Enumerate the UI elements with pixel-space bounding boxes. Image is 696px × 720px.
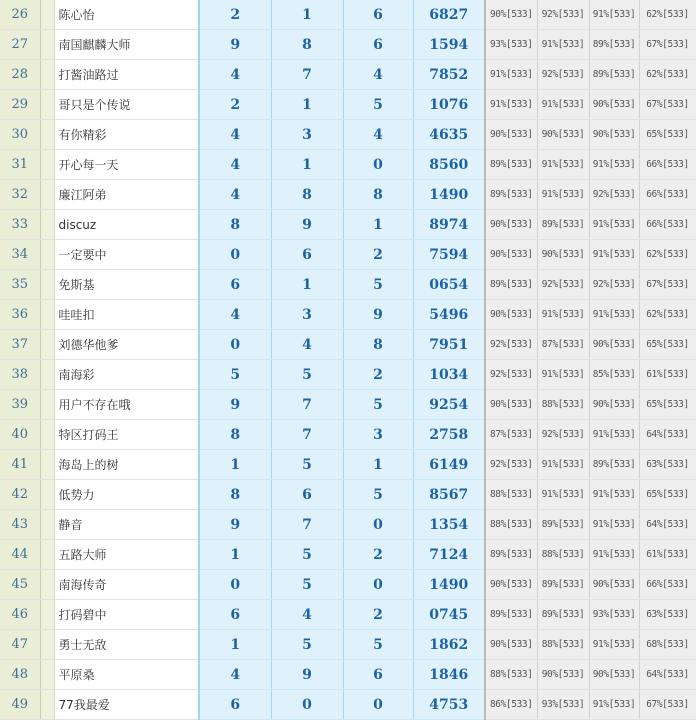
code-cell: 1862 [413, 630, 485, 660]
digit-1-cell: 0 [199, 240, 271, 270]
rank-cell: 41 [0, 450, 40, 480]
digit-3-cell: 5 [343, 480, 413, 510]
code-cell: 0654 [413, 270, 485, 300]
rate-2-cell: 88%[533] [537, 540, 589, 570]
rate-2-cell: 92%[533] [537, 0, 589, 30]
row-spacer [40, 510, 54, 540]
digit-1-cell: 2 [199, 0, 271, 30]
digit-3-cell: 1 [343, 450, 413, 480]
rate-4-cell: 64%[533] [639, 510, 696, 540]
rank-cell: 35 [0, 270, 40, 300]
code-cell: 8567 [413, 480, 485, 510]
rate-3-cell: 90%[533] [589, 120, 639, 150]
digit-2-cell: 5 [271, 630, 343, 660]
digit-3-cell: 8 [343, 180, 413, 210]
row-spacer [40, 30, 54, 60]
rate-3-cell: 91%[533] [589, 540, 639, 570]
digit-1-cell: 6 [199, 270, 271, 300]
code-cell: 7594 [413, 240, 485, 270]
username-cell: 廉江阿弟 [54, 180, 199, 210]
rate-2-cell: 91%[533] [537, 30, 589, 60]
rate-4-cell: 66%[533] [639, 210, 696, 240]
rank-cell: 29 [0, 90, 40, 120]
rate-4-cell: 65%[533] [639, 120, 696, 150]
row-spacer [40, 300, 54, 330]
code-cell: 7124 [413, 540, 485, 570]
table-row [0, 600, 696, 630]
rate-3-cell: 89%[533] [589, 30, 639, 60]
rate-2-cell: 88%[533] [537, 630, 589, 660]
rate-1-cell: 90%[533] [485, 630, 537, 660]
code-cell: 8974 [413, 210, 485, 240]
rate-1-cell: 92%[533] [485, 330, 537, 360]
digit-3-cell: 5 [343, 270, 413, 300]
rate-2-cell: 91%[533] [537, 180, 589, 210]
digit-1-cell: 4 [199, 180, 271, 210]
username-cell: 用户不存在哦 [54, 390, 199, 420]
rate-3-cell: 91%[533] [589, 300, 639, 330]
row-spacer [40, 660, 54, 690]
rank-cell: 48 [0, 660, 40, 690]
rate-2-cell: 90%[533] [537, 660, 589, 690]
username-cell: 五路大师 [54, 540, 199, 570]
code-cell: 7852 [413, 60, 485, 90]
table-row [0, 690, 696, 720]
digit-1-cell: 4 [199, 120, 271, 150]
rate-2-cell: 91%[533] [537, 300, 589, 330]
rate-3-cell: 91%[533] [589, 630, 639, 660]
table-row [0, 150, 696, 180]
table-row [0, 270, 696, 300]
digit-1-cell: 2 [199, 90, 271, 120]
username-cell: discuz [54, 210, 199, 240]
digit-3-cell: 5 [343, 90, 413, 120]
rate-1-cell: 89%[533] [485, 180, 537, 210]
digit-3-cell: 6 [343, 660, 413, 690]
row-spacer [40, 120, 54, 150]
rate-2-cell: 91%[533] [537, 450, 589, 480]
table-row [0, 300, 696, 330]
digit-3-cell: 6 [343, 0, 413, 30]
rate-2-cell: 92%[533] [537, 420, 589, 450]
rate-1-cell: 90%[533] [485, 300, 537, 330]
rate-4-cell: 61%[533] [639, 540, 696, 570]
digit-2-cell: 6 [271, 240, 343, 270]
rate-1-cell: 93%[533] [485, 30, 537, 60]
rate-4-cell: 67%[533] [639, 90, 696, 120]
rate-4-cell: 67%[533] [639, 30, 696, 60]
digit-2-cell: 8 [271, 180, 343, 210]
rate-1-cell: 90%[533] [485, 120, 537, 150]
digit-3-cell: 6 [343, 30, 413, 60]
digit-1-cell: 0 [199, 330, 271, 360]
rate-2-cell: 88%[533] [537, 390, 589, 420]
username-cell: 勇士无敌 [54, 630, 199, 660]
digit-2-cell: 7 [271, 420, 343, 450]
rate-3-cell: 91%[533] [589, 210, 639, 240]
code-cell: 1846 [413, 660, 485, 690]
row-spacer [40, 690, 54, 720]
rate-2-cell: 91%[533] [537, 480, 589, 510]
rate-2-cell: 92%[533] [537, 270, 589, 300]
rate-2-cell: 91%[533] [537, 360, 589, 390]
code-cell: 0745 [413, 600, 485, 630]
digit-1-cell: 8 [199, 480, 271, 510]
table-row [0, 570, 696, 600]
username-cell: 南海彩 [54, 360, 199, 390]
row-spacer [40, 0, 54, 30]
row-spacer [40, 360, 54, 390]
rate-1-cell: 88%[533] [485, 480, 537, 510]
username-cell: 打码碧中 [54, 600, 199, 630]
row-spacer [40, 540, 54, 570]
rate-4-cell: 66%[533] [639, 180, 696, 210]
rate-1-cell: 88%[533] [485, 660, 537, 690]
rate-2-cell: 89%[533] [537, 510, 589, 540]
username-cell: 平原桑 [54, 660, 199, 690]
rank-cell: 42 [0, 480, 40, 510]
digit-3-cell: 3 [343, 420, 413, 450]
digit-1-cell: 1 [199, 450, 271, 480]
rate-1-cell: 91%[533] [485, 90, 537, 120]
table-row [0, 180, 696, 210]
row-spacer [40, 60, 54, 90]
digit-1-cell: 4 [199, 150, 271, 180]
digit-2-cell: 6 [271, 480, 343, 510]
digit-3-cell: 5 [343, 630, 413, 660]
code-cell: 9254 [413, 390, 485, 420]
row-spacer [40, 270, 54, 300]
rank-cell: 44 [0, 540, 40, 570]
rate-3-cell: 91%[533] [589, 0, 639, 30]
username-cell: 免斯基 [54, 270, 199, 300]
digit-3-cell: 0 [343, 150, 413, 180]
username-cell: 静音 [54, 510, 199, 540]
rate-2-cell: 92%[533] [537, 60, 589, 90]
table-row [0, 420, 696, 450]
digit-2-cell: 7 [271, 510, 343, 540]
digit-2-cell: 1 [271, 150, 343, 180]
username-cell: 低势力 [54, 480, 199, 510]
username-cell: 开心每一天 [54, 150, 199, 180]
row-spacer [40, 210, 54, 240]
digit-2-cell: 7 [271, 390, 343, 420]
digit-2-cell: 5 [271, 570, 343, 600]
rate-4-cell: 62%[533] [639, 60, 696, 90]
username-cell: 刘德华他爹 [54, 330, 199, 360]
rank-cell: 49 [0, 690, 40, 720]
rate-2-cell: 87%[533] [537, 330, 589, 360]
row-spacer [40, 480, 54, 510]
rate-1-cell: 88%[533] [485, 510, 537, 540]
digit-1-cell: 8 [199, 210, 271, 240]
rate-4-cell: 65%[533] [639, 330, 696, 360]
rate-2-cell: 90%[533] [537, 120, 589, 150]
rank-cell: 38 [0, 360, 40, 390]
code-cell: 1594 [413, 30, 485, 60]
rate-4-cell: 64%[533] [639, 660, 696, 690]
digit-1-cell: 6 [199, 690, 271, 720]
digit-1-cell: 4 [199, 60, 271, 90]
rank-cell: 30 [0, 120, 40, 150]
rank-cell: 37 [0, 330, 40, 360]
digit-1-cell: 9 [199, 30, 271, 60]
rate-1-cell: 90%[533] [485, 570, 537, 600]
rate-4-cell: 63%[533] [639, 600, 696, 630]
rate-1-cell: 92%[533] [485, 450, 537, 480]
rank-cell: 32 [0, 180, 40, 210]
rate-4-cell: 68%[533] [639, 630, 696, 660]
digit-2-cell: 1 [271, 270, 343, 300]
row-spacer [40, 150, 54, 180]
rate-1-cell: 89%[533] [485, 600, 537, 630]
rate-2-cell: 89%[533] [537, 570, 589, 600]
digit-2-cell: 9 [271, 660, 343, 690]
table-row [0, 510, 696, 540]
rate-4-cell: 66%[533] [639, 150, 696, 180]
code-cell: 1034 [413, 360, 485, 390]
code-cell: 7951 [413, 330, 485, 360]
rank-cell: 36 [0, 300, 40, 330]
row-spacer [40, 450, 54, 480]
rate-4-cell: 65%[533] [639, 480, 696, 510]
rate-2-cell: 90%[533] [537, 240, 589, 270]
digit-2-cell: 4 [271, 330, 343, 360]
digit-3-cell: 4 [343, 60, 413, 90]
digit-2-cell: 0 [271, 690, 343, 720]
row-spacer [40, 90, 54, 120]
table-row [0, 240, 696, 270]
username-cell: 一定要中 [54, 240, 199, 270]
row-spacer [40, 180, 54, 210]
rate-1-cell: 90%[533] [485, 240, 537, 270]
rate-2-cell: 91%[533] [537, 90, 589, 120]
digit-1-cell: 0 [199, 570, 271, 600]
username-cell: 南国麒麟大师 [54, 30, 199, 60]
digit-3-cell: 4 [343, 120, 413, 150]
rank-cell: 45 [0, 570, 40, 600]
rate-3-cell: 92%[533] [589, 180, 639, 210]
rate-2-cell: 89%[533] [537, 210, 589, 240]
table-row [0, 390, 696, 420]
digit-3-cell: 2 [343, 600, 413, 630]
code-cell: 1490 [413, 570, 485, 600]
table-row [0, 30, 696, 60]
table-row [0, 0, 696, 30]
rate-3-cell: 91%[533] [589, 420, 639, 450]
rank-cell: 27 [0, 30, 40, 60]
rate-3-cell: 93%[533] [589, 600, 639, 630]
digit-1-cell: 9 [199, 510, 271, 540]
rate-2-cell: 89%[533] [537, 600, 589, 630]
rate-3-cell: 91%[533] [589, 690, 639, 720]
username-cell: 南海传奇 [54, 570, 199, 600]
digit-3-cell: 0 [343, 570, 413, 600]
rate-3-cell: 92%[533] [589, 270, 639, 300]
digit-2-cell: 1 [271, 90, 343, 120]
digit-2-cell: 9 [271, 210, 343, 240]
rate-3-cell: 91%[533] [589, 240, 639, 270]
rank-cell: 34 [0, 240, 40, 270]
table-row [0, 540, 696, 570]
rate-4-cell: 65%[533] [639, 390, 696, 420]
rank-cell: 47 [0, 630, 40, 660]
digit-1-cell: 5 [199, 360, 271, 390]
username-cell: 特区打码王 [54, 420, 199, 450]
digit-3-cell: 2 [343, 240, 413, 270]
username-cell: 海岛上的树 [54, 450, 199, 480]
digit-3-cell: 0 [343, 510, 413, 540]
username-cell: 陈心怡 [54, 0, 199, 30]
rate-1-cell: 90%[533] [485, 0, 537, 30]
digit-3-cell: 0 [343, 690, 413, 720]
rank-cell: 28 [0, 60, 40, 90]
table-row [0, 630, 696, 660]
digit-1-cell: 8 [199, 420, 271, 450]
row-spacer [40, 330, 54, 360]
rate-1-cell: 87%[533] [485, 420, 537, 450]
rate-4-cell: 63%[533] [639, 450, 696, 480]
rate-4-cell: 62%[533] [639, 240, 696, 270]
rank-cell: 31 [0, 150, 40, 180]
digit-1-cell: 4 [199, 660, 271, 690]
digit-1-cell: 1 [199, 630, 271, 660]
rank-cell: 26 [0, 0, 40, 30]
rate-4-cell: 62%[533] [639, 300, 696, 330]
digit-1-cell: 6 [199, 600, 271, 630]
rank-cell: 33 [0, 210, 40, 240]
rate-3-cell: 90%[533] [589, 330, 639, 360]
rate-2-cell: 91%[533] [537, 150, 589, 180]
rate-4-cell: 66%[533] [639, 570, 696, 600]
rate-3-cell: 89%[533] [589, 60, 639, 90]
digit-2-cell: 4 [271, 600, 343, 630]
rate-3-cell: 85%[533] [589, 360, 639, 390]
table-row [0, 660, 696, 690]
table-row [0, 360, 696, 390]
username-cell: 哇哇扣 [54, 300, 199, 330]
rank-cell: 40 [0, 420, 40, 450]
table-row [0, 60, 696, 90]
username-cell: 打酱油路过 [54, 60, 199, 90]
rate-2-cell: 93%[533] [537, 690, 589, 720]
rate-1-cell: 89%[533] [485, 270, 537, 300]
username-cell: 77我最爱 [54, 690, 199, 720]
rate-3-cell: 91%[533] [589, 480, 639, 510]
code-cell: 4635 [413, 120, 485, 150]
digit-2-cell: 1 [271, 0, 343, 30]
rate-1-cell: 89%[533] [485, 540, 537, 570]
digit-2-cell: 7 [271, 60, 343, 90]
table-row [0, 450, 696, 480]
rate-3-cell: 91%[533] [589, 150, 639, 180]
digit-2-cell: 5 [271, 540, 343, 570]
rate-3-cell: 90%[533] [589, 660, 639, 690]
rate-1-cell: 90%[533] [485, 390, 537, 420]
rate-4-cell: 64%[533] [639, 420, 696, 450]
code-cell: 1354 [413, 510, 485, 540]
digit-1-cell: 4 [199, 300, 271, 330]
username-cell: 哥只是个传说 [54, 90, 199, 120]
digit-3-cell: 2 [343, 540, 413, 570]
code-cell: 6149 [413, 450, 485, 480]
rate-1-cell: 91%[533] [485, 60, 537, 90]
digit-3-cell: 1 [343, 210, 413, 240]
digit-3-cell: 5 [343, 390, 413, 420]
rate-4-cell: 67%[533] [639, 690, 696, 720]
table-row [0, 330, 696, 360]
rate-1-cell: 86%[533] [485, 690, 537, 720]
rank-cell: 46 [0, 600, 40, 630]
code-cell: 8560 [413, 150, 485, 180]
rank-cell: 43 [0, 510, 40, 540]
rate-3-cell: 90%[533] [589, 90, 639, 120]
digit-2-cell: 3 [271, 300, 343, 330]
digit-3-cell: 2 [343, 360, 413, 390]
table-row [0, 480, 696, 510]
code-cell: 6827 [413, 0, 485, 30]
row-spacer [40, 390, 54, 420]
digit-2-cell: 5 [271, 450, 343, 480]
code-cell: 4753 [413, 690, 485, 720]
code-cell: 1490 [413, 180, 485, 210]
row-spacer [40, 630, 54, 660]
digit-1-cell: 1 [199, 540, 271, 570]
rate-4-cell: 67%[533] [639, 270, 696, 300]
rate-3-cell: 89%[533] [589, 450, 639, 480]
rate-1-cell: 90%[533] [485, 210, 537, 240]
row-spacer [40, 420, 54, 450]
code-cell: 2758 [413, 420, 485, 450]
table-row [0, 210, 696, 240]
row-spacer [40, 240, 54, 270]
rate-1-cell: 89%[533] [485, 150, 537, 180]
digit-3-cell: 9 [343, 300, 413, 330]
username-cell: 有你精彩 [54, 120, 199, 150]
rate-3-cell: 91%[533] [589, 510, 639, 540]
table-row [0, 120, 696, 150]
rate-3-cell: 90%[533] [589, 570, 639, 600]
digit-1-cell: 9 [199, 390, 271, 420]
digit-3-cell: 8 [343, 330, 413, 360]
digit-2-cell: 3 [271, 120, 343, 150]
digit-2-cell: 5 [271, 360, 343, 390]
rate-1-cell: 92%[533] [485, 360, 537, 390]
row-spacer [40, 570, 54, 600]
rate-4-cell: 62%[533] [639, 0, 696, 30]
rate-3-cell: 90%[533] [589, 390, 639, 420]
code-cell: 1076 [413, 90, 485, 120]
rank-cell: 39 [0, 390, 40, 420]
code-cell: 5496 [413, 300, 485, 330]
table-row [0, 90, 696, 120]
rate-4-cell: 61%[533] [639, 360, 696, 390]
row-spacer [40, 600, 54, 630]
digit-2-cell: 8 [271, 30, 343, 60]
